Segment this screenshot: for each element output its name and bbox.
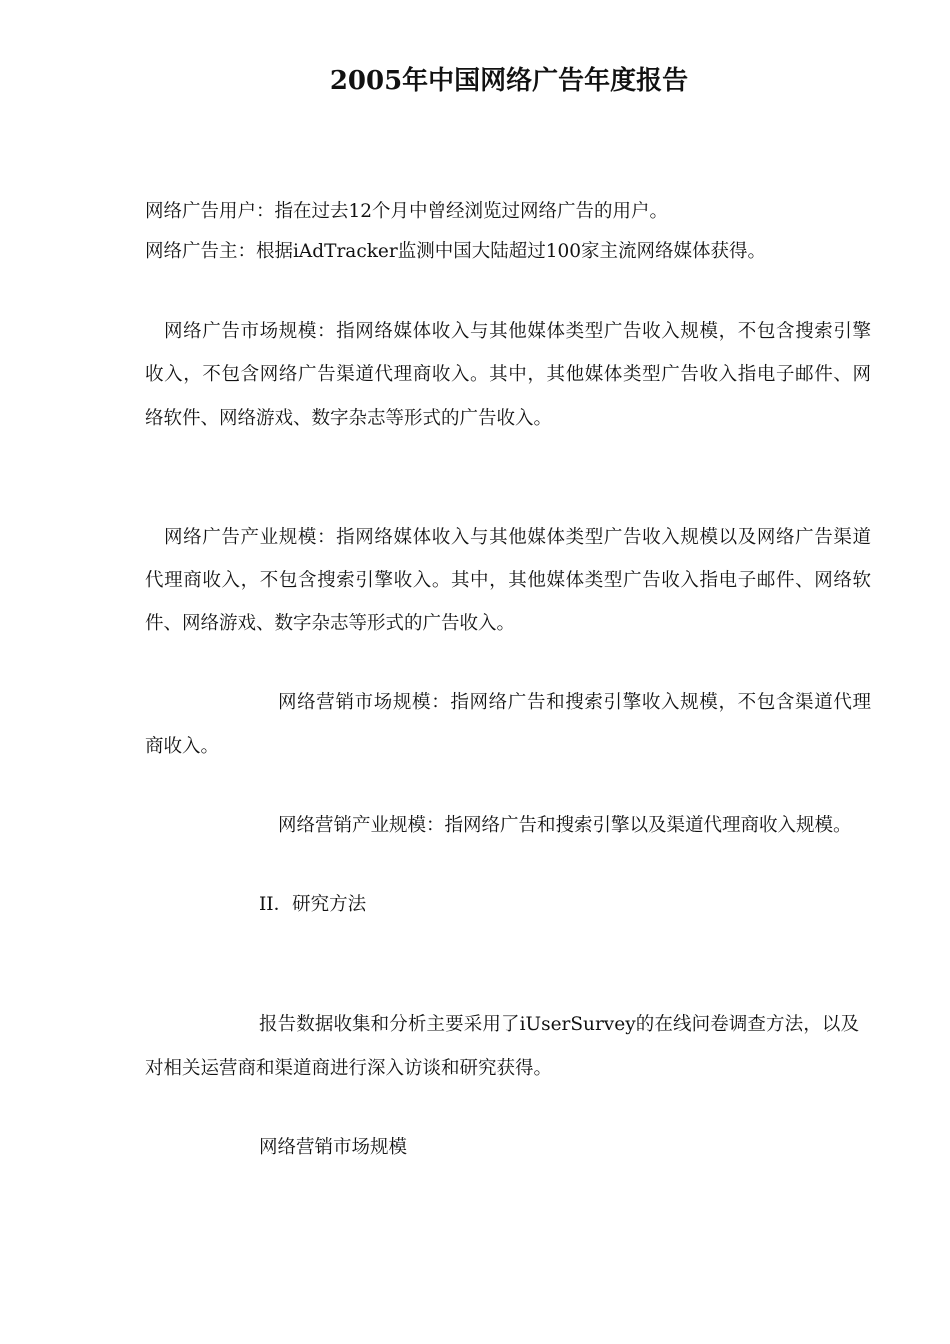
paragraph-ad-market-scale-line-2: 收入，不包含网络广告渠道代理商收入。其中，其他媒体类型广告收入指电子邮件、网 (145, 364, 871, 385)
paragraph-ad-industry-scale-line-2: 代理商收入，不包含搜索引擎收入。其中，其他媒体类型广告收入指电子邮件、网络软 (145, 570, 871, 591)
paragraph-marketing-industry-scale: 网络营销产业规模：指网络广告和搜索引擎以及渠道代理商收入规模。 (278, 815, 852, 836)
paragraph-methodology-line-1: 报告数据收集和分析主要采用了iUserSurvey的在线问卷调查方法，以及 (259, 1014, 859, 1035)
paragraph-ad-market-scale-line-3: 络软件、网络游戏、数字杂志等形式的广告收入。 (145, 408, 553, 429)
document-title: 2005年中国网络广告年度报告 (329, 66, 689, 96)
definition-advertisers: 网络广告主：根据iAdTracker监测中国大陆超过100家主流网络媒体获得。 (145, 241, 767, 262)
section-heading-methodology: II．研究方法 (259, 894, 367, 915)
paragraph-methodology-line-2: 对相关运营商和渠道商进行深入访谈和研究获得。 (145, 1058, 553, 1079)
paragraph-ad-market-scale-line-1: 网络广告市场规模：指网络媒体收入与其他媒体类型广告收入规模，不包含搜索引擎 (164, 321, 871, 342)
definition-ad-users: 网络广告用户：指在过去12个月中曾经浏览过网络广告的用户。 (145, 201, 669, 222)
paragraph-ad-industry-scale-line-1: 网络广告产业规模：指网络媒体收入与其他媒体类型广告收入规模以及网络广告渠道 (164, 527, 871, 548)
paragraph-marketing-market-scale-line-1: 网络营销市场规模：指网络广告和搜索引擎收入规模，不包含渠道代理 (278, 692, 871, 713)
paragraph-marketing-market-scale-line-2: 商收入。 (145, 736, 220, 757)
paragraph-ad-industry-scale-line-3: 件、网络游戏、数字杂志等形式的广告收入。 (145, 613, 516, 634)
subheading-marketing-market-scale: 网络营销市场规模 (259, 1137, 408, 1158)
